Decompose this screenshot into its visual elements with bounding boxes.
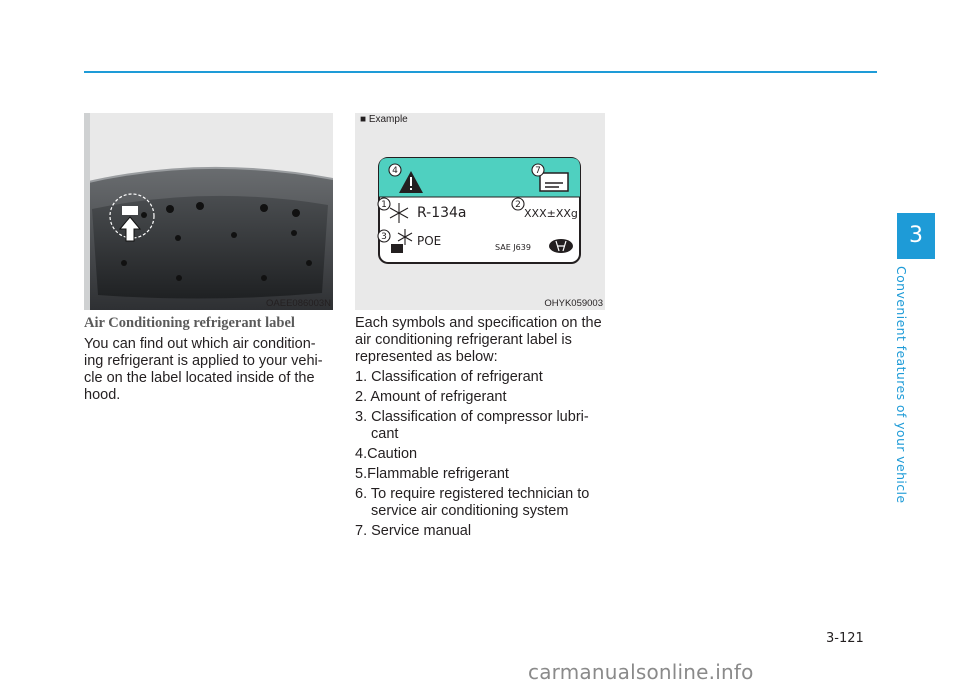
refrigerant-type: R-134a <box>417 205 467 221</box>
section-heading: Air Conditioning refrigerant label <box>84 315 295 331</box>
service-manual-icon <box>540 173 568 191</box>
list-item: 6. To require registered technician to service air conditioning system <box>355 486 590 519</box>
callout-1: 1 <box>381 200 387 210</box>
list-item: 5.Flammable refrigerant <box>355 466 509 482</box>
lubricant-type: POE <box>417 234 442 248</box>
page-number: 3-121 <box>826 631 864 646</box>
legend-list <box>355 369 607 540</box>
refrigerant-amount: XXX±XXg <box>524 207 578 220</box>
figure-code: OAEE086003N <box>266 298 331 309</box>
standard-code: SAE J639 <box>495 243 531 252</box>
label-explanation <box>355 315 607 540</box>
list-item: 4.Caution <box>355 446 418 462</box>
callout-7: 7 <box>535 166 541 176</box>
hood-illustration <box>84 113 333 310</box>
label-figure <box>355 113 605 310</box>
callout-2: 2 <box>515 200 521 210</box>
header-rule <box>84 71 877 73</box>
watermark[interactable]: carmanualsonline.info <box>528 660 754 684</box>
callout-4: 4 <box>392 166 398 176</box>
list-intro: Each symbols and specification on the air conditioning refrigerant label is represented as below: <box>355 315 602 365</box>
chapter-tab[interactable]: 3 <box>897 213 935 259</box>
list-item: 2. Amount of refrigerant <box>355 389 507 405</box>
chapter-title-text: Convenient features of your vehicle <box>894 266 909 504</box>
hood-figure <box>84 113 333 310</box>
list-item: 3. Classification of compressor lubri-cant <box>355 409 589 442</box>
callout-3: 3 <box>381 232 387 242</box>
list-item: 1. Classification of refrigerant <box>355 369 543 385</box>
refrigerant-label-illustration <box>355 113 605 310</box>
figure-code: OHYK059003 <box>544 298 603 309</box>
list-item: 7. Service manual <box>355 523 472 539</box>
example-label: ■ Example <box>360 114 408 125</box>
chapter-title <box>894 266 935 504</box>
section-paragraph: You can find out which air condition-ing refrigerant is applied to your vehi-cle on the label located inside of the hood. <box>84 336 323 403</box>
